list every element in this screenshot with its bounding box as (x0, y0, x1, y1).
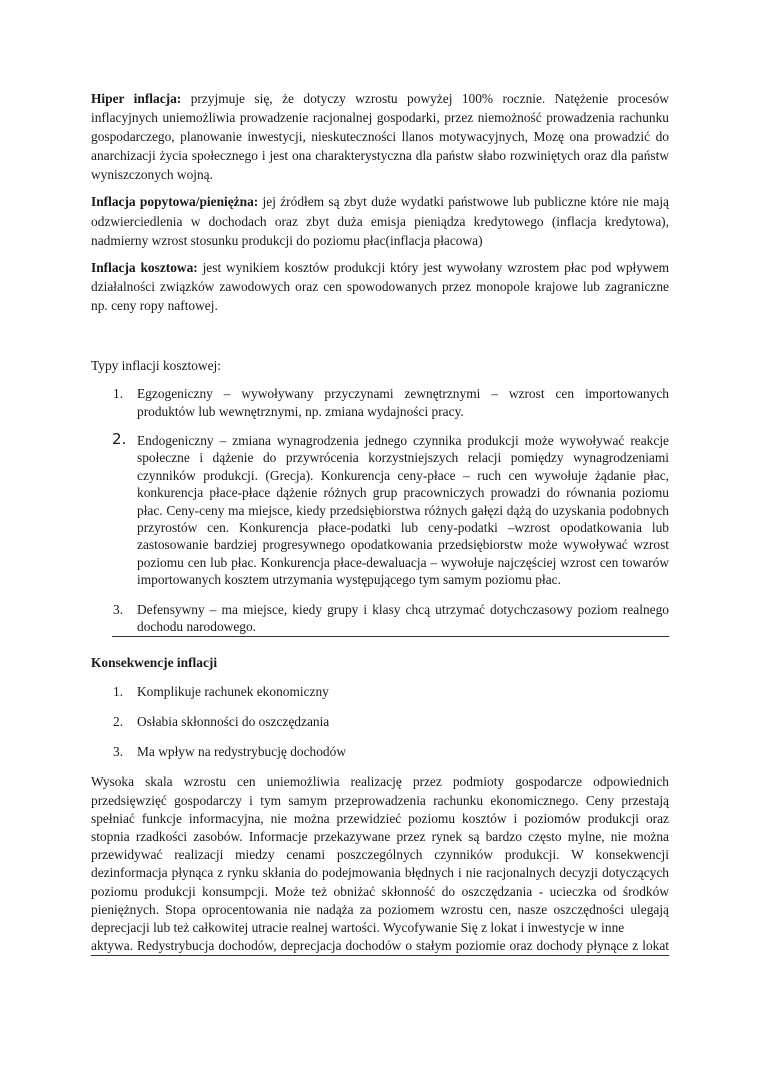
paragraph-inflation-effects (91, 773, 669, 956)
list-number: 1. (113, 386, 124, 402)
list-item (91, 683, 669, 701)
document-page (91, 89, 669, 956)
list-number: 1. (113, 684, 124, 700)
consequences-heading: Konsekwencje inflacji (91, 655, 218, 671)
term-hyperinflation: Hiper inflacja: (91, 91, 182, 106)
list-item (91, 743, 669, 761)
paragraph-text: jest wynikiem kosztów produkcji który jest wywołany wzrostem płac pod wpływem działalności związków zawodowych oraz cen spowodowanych przez monopole krajowe lub zagraniczne np. ceny ropy naftowej. (91, 259, 669, 313)
list-item-text: Osłabia skłonności do oszczędzania (137, 714, 330, 730)
list-item-text: Defensywny – ma miejsce, kiedy grupy i klasy chcą utrzymać dotychczasowy poziom realnego dochodu narodowego. (137, 601, 669, 634)
paragraph-text: przyjmuje się, że dotyczy wzrostu powyżej 100% rocznie. Natężenie procesów inflacyjnych uniemożliwia prowadzenie racjonalnej gospodarki, przez niemożność prowadzenia rachunku gospodarczego, planowanie inwestycji, nieskuteczności llanos motywacyjnych, Mozę ona prowadzić do anarchizacji życia społecznego i jest ona charakterystyczna dla państw słabo rozwiniętych oraz dla państw wyniszczonych wojną. (91, 91, 669, 183)
list-item-text: Egzogeniczny – wywoływany przyczynami zewnętrznymi – wzrost cen importowanych produktów lub wewnętrznymi, np. zmiana wydajności pracy. (137, 386, 669, 419)
paragraph-demand-inflation (91, 192, 669, 249)
list-item (91, 429, 669, 589)
list-item (112, 601, 669, 638)
types-label: Typy inflacji kosztowej: (91, 358, 221, 374)
list-item-text: Ma wpływ na redystrybucję dochodów (137, 744, 346, 760)
consequences-list (91, 683, 669, 761)
list-item (91, 385, 669, 420)
cost-inflation-types-list (91, 385, 669, 637)
paragraph-text: Wysoka skala wzrostu cen uniemożliwia realizację przez podmioty gospodarcze odpowiednich przedsięwzięć gospodarczy i tym samym przeprowadzenia rachunku ekonomicznego. Ceny przestają spełniać funkcje informacyjna, nie można przewidzieć poziomu kosztów i poziomów produkcji oraz stopnia rzadkości zasobów. Informacje przekazywane przez rynek są bardzo często mylne, nie można przewidywać realizacji miedzy cenami poszczególnych czynników produkcji. W konsekwencji dezinformacja płynąca z rynku skłania do podejmowania błędnych i nie racjonalnych decyzji dotyczących poziomu produkcji konsumpcji. Może też obniżać skłonność do oszczędzania - ucieczka od środków pieniężnych. Stopa oprocentowania nie nadąża za poziomem wzrostu cen, nasze oszczędności ulegają deprecjacji lub też całkowitej utracie realnej wartości. Wycofywanie Się z lokat i inwestycje w inne (91, 774, 669, 936)
term-demand-inflation: Inflacja popytowa/pieniężna: (91, 194, 259, 210)
list-number: 3. (113, 601, 124, 617)
paragraph-hyperinflation (91, 89, 669, 184)
paragraph-text: jej źródłem są zbyt duże wydatki państwowe lub publiczne które nie mają odzwierciedlenia w dochodach oraz zbyt duża emisja pieniądza kredytowego (inflacja kredytowa), nadmierny wzrost stosunku produkcji do poziomu płac(inflacja płacowa) (91, 194, 670, 248)
term-cost-inflation: Inflacja kosztowa: (91, 259, 198, 275)
list-number: 2. (112, 429, 127, 448)
list-number: 2. (113, 714, 124, 730)
list-number: 3. (113, 744, 124, 760)
paragraph-cost-inflation (91, 258, 669, 315)
list-item-text: Endogeniczny – zmiana wynagrodzenia jednego czynnika produkcji może wywoływać reakcje społeczne i dążenie do przywrócenia korzystniejszych relacji pomiędzy wynagrodzeniami czynników produkcji. (Grecja). Konkurencja ceny-płace – ruch cen wywołuje żądanie płac, konkurencja płace-płace dążenie różnych grup pracowniczych prowadzi do równania poziomu płac. Ceny-ceny ma miejsce, kiedy przedsiębiorstwa różnych gałęzi dążą do uzyskania podobnych przyrostów cen. Konkurencja płace-podatki lub ceny-podatki –wzrost opodatkowania lub zastosowanie bardziej progresywnego opodatkowania przedsiębiorstw może wywoływać wzrost poziomu cen lub płac. Konkurencja płace-dewaluacja – wywołuje najczęściej wzrost cen towarów importowanych kosztem utrzymania występującego tym samym poziomu płac. (137, 432, 669, 588)
paragraph-last-line-underlined: aktywa. Redystrybucja dochodów, deprecjacja dochodów o stałym poziomie oraz dochody płynące z lokat (91, 937, 669, 956)
list-item-text: Komplikuje rachunek ekonomiczny (137, 684, 329, 700)
list-item (91, 713, 669, 731)
